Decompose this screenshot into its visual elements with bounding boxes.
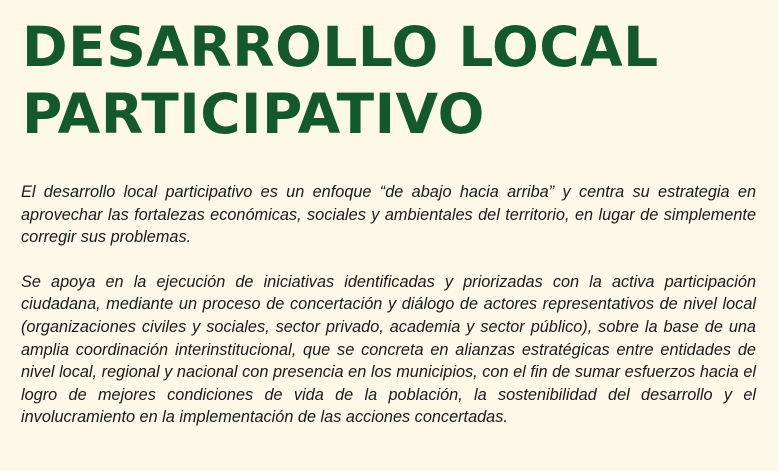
page-title — [22, 14, 659, 148]
page-title-line-1: DESARROLLO LOCAL — [22, 15, 659, 79]
article-body — [21, 181, 756, 429]
paragraph-intro: El desarrollo local participativo es un enfoque “de abajo hacia arriba” y centra su estrategia en aprovechar las fortalezas económicas, sociales y ambientales del territorio, en lugar de simplemente corregir sus problemas. — [21, 183, 756, 247]
page-title-line-2: PARTICIPATIVO — [22, 82, 485, 146]
paragraph-details: Se apoya en la ejecución de iniciativas identificadas y priorizadas con la activa participación ciudadana, mediante un proceso de concertación y diálogo de actores representativos de nivel local (organizaciones civiles y sociales, sector privado, academia y sector público), sobre la base de una amplia coordinación interinstitucional, que se concreta en alianzas estratégicas entre entidades de nivel local, regional y nacional con presencia en los municipios, con el fin de sumar esfuerzos hacia el logro de mejores condiciones de vida de la población, la sostenibilidad del desarrollo y el involucramiento en la implementación de las acciones concertadas. — [21, 272, 756, 427]
